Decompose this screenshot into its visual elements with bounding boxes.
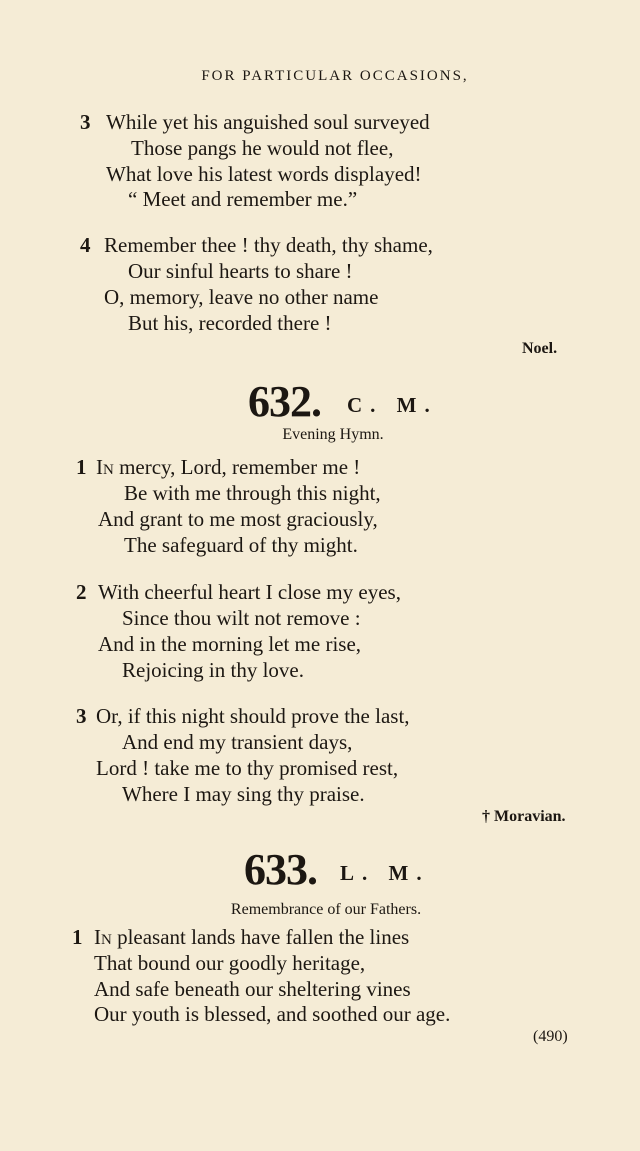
verse-line: Or, if this night should prove the last, <box>96 704 410 728</box>
verse-line: The safeguard of thy might. <box>124 533 358 557</box>
running-header: FOR PARTICULAR OCCASIONS, <box>201 68 469 84</box>
verse-line: “ Meet and remember me.” <box>128 187 358 211</box>
hymn-title: Evening Hymn. <box>282 426 384 443</box>
hymn-number: 633. <box>244 845 317 894</box>
hymn-author: † Moravian. <box>482 808 566 825</box>
hymn-number: 632. <box>248 377 321 426</box>
verse-line-first <box>96 457 360 478</box>
hymn-meter: L. M. <box>340 861 430 885</box>
verse-line: Lord ! take me to thy promised rest, <box>96 756 399 780</box>
stanza-number: 3 <box>76 704 87 728</box>
verse-line: Those pangs he would not flee, <box>131 136 394 160</box>
verse-line: O, memory, leave no other name <box>104 285 379 309</box>
hymn-title: Remembrance of our Fathers. <box>230 901 422 918</box>
hymn-author: Noel. <box>522 340 558 357</box>
hymn-meter: C. M. <box>347 393 438 417</box>
page-number: (490) <box>533 1028 568 1045</box>
verse-line: What love his latest words displayed! <box>106 162 422 186</box>
verse-line: And end my transient days, <box>122 730 353 754</box>
drop-word: In <box>96 455 114 479</box>
verse-line: And in the morning let me rise, <box>98 632 362 656</box>
verse-line-rest: pleasant lands have fallen the lines <box>111 925 410 949</box>
verse-line: Our youth is blessed, and soothed our age. <box>94 1002 451 1026</box>
verse-line: Remember thee ! thy death, thy shame, <box>104 233 433 257</box>
verse-line-first <box>94 927 409 948</box>
stanza-number: 3 <box>80 110 91 134</box>
verse-line: Where I may sing thy praise. <box>122 782 365 806</box>
verse-line: Since thou wilt not remove : <box>122 606 361 630</box>
stanza-number: 4 <box>80 233 91 257</box>
verse-line: That bound our goodly heritage, <box>94 951 366 975</box>
verse-line-rest: mercy, Lord, remember me ! <box>113 455 361 479</box>
verse-line: While yet his anguished soul surveyed <box>106 110 430 134</box>
stanza-number: 1 <box>76 455 87 479</box>
verse-line: Be with me through this night, <box>124 481 381 505</box>
verse-line: With cheerful heart I close my eyes, <box>98 580 401 604</box>
verse-line: But his, recorded there ! <box>128 311 332 335</box>
stanza-number: 1 <box>72 925 83 949</box>
verse-line: Rejoicing in thy love. <box>122 658 304 682</box>
verse-line: Our sinful hearts to share ! <box>128 259 353 283</box>
stanza-number: 2 <box>76 580 87 604</box>
verse-line: And grant to me most graciously, <box>98 507 378 531</box>
verse-line: And safe beneath our sheltering vines <box>94 977 411 1001</box>
drop-word: In <box>94 925 112 949</box>
